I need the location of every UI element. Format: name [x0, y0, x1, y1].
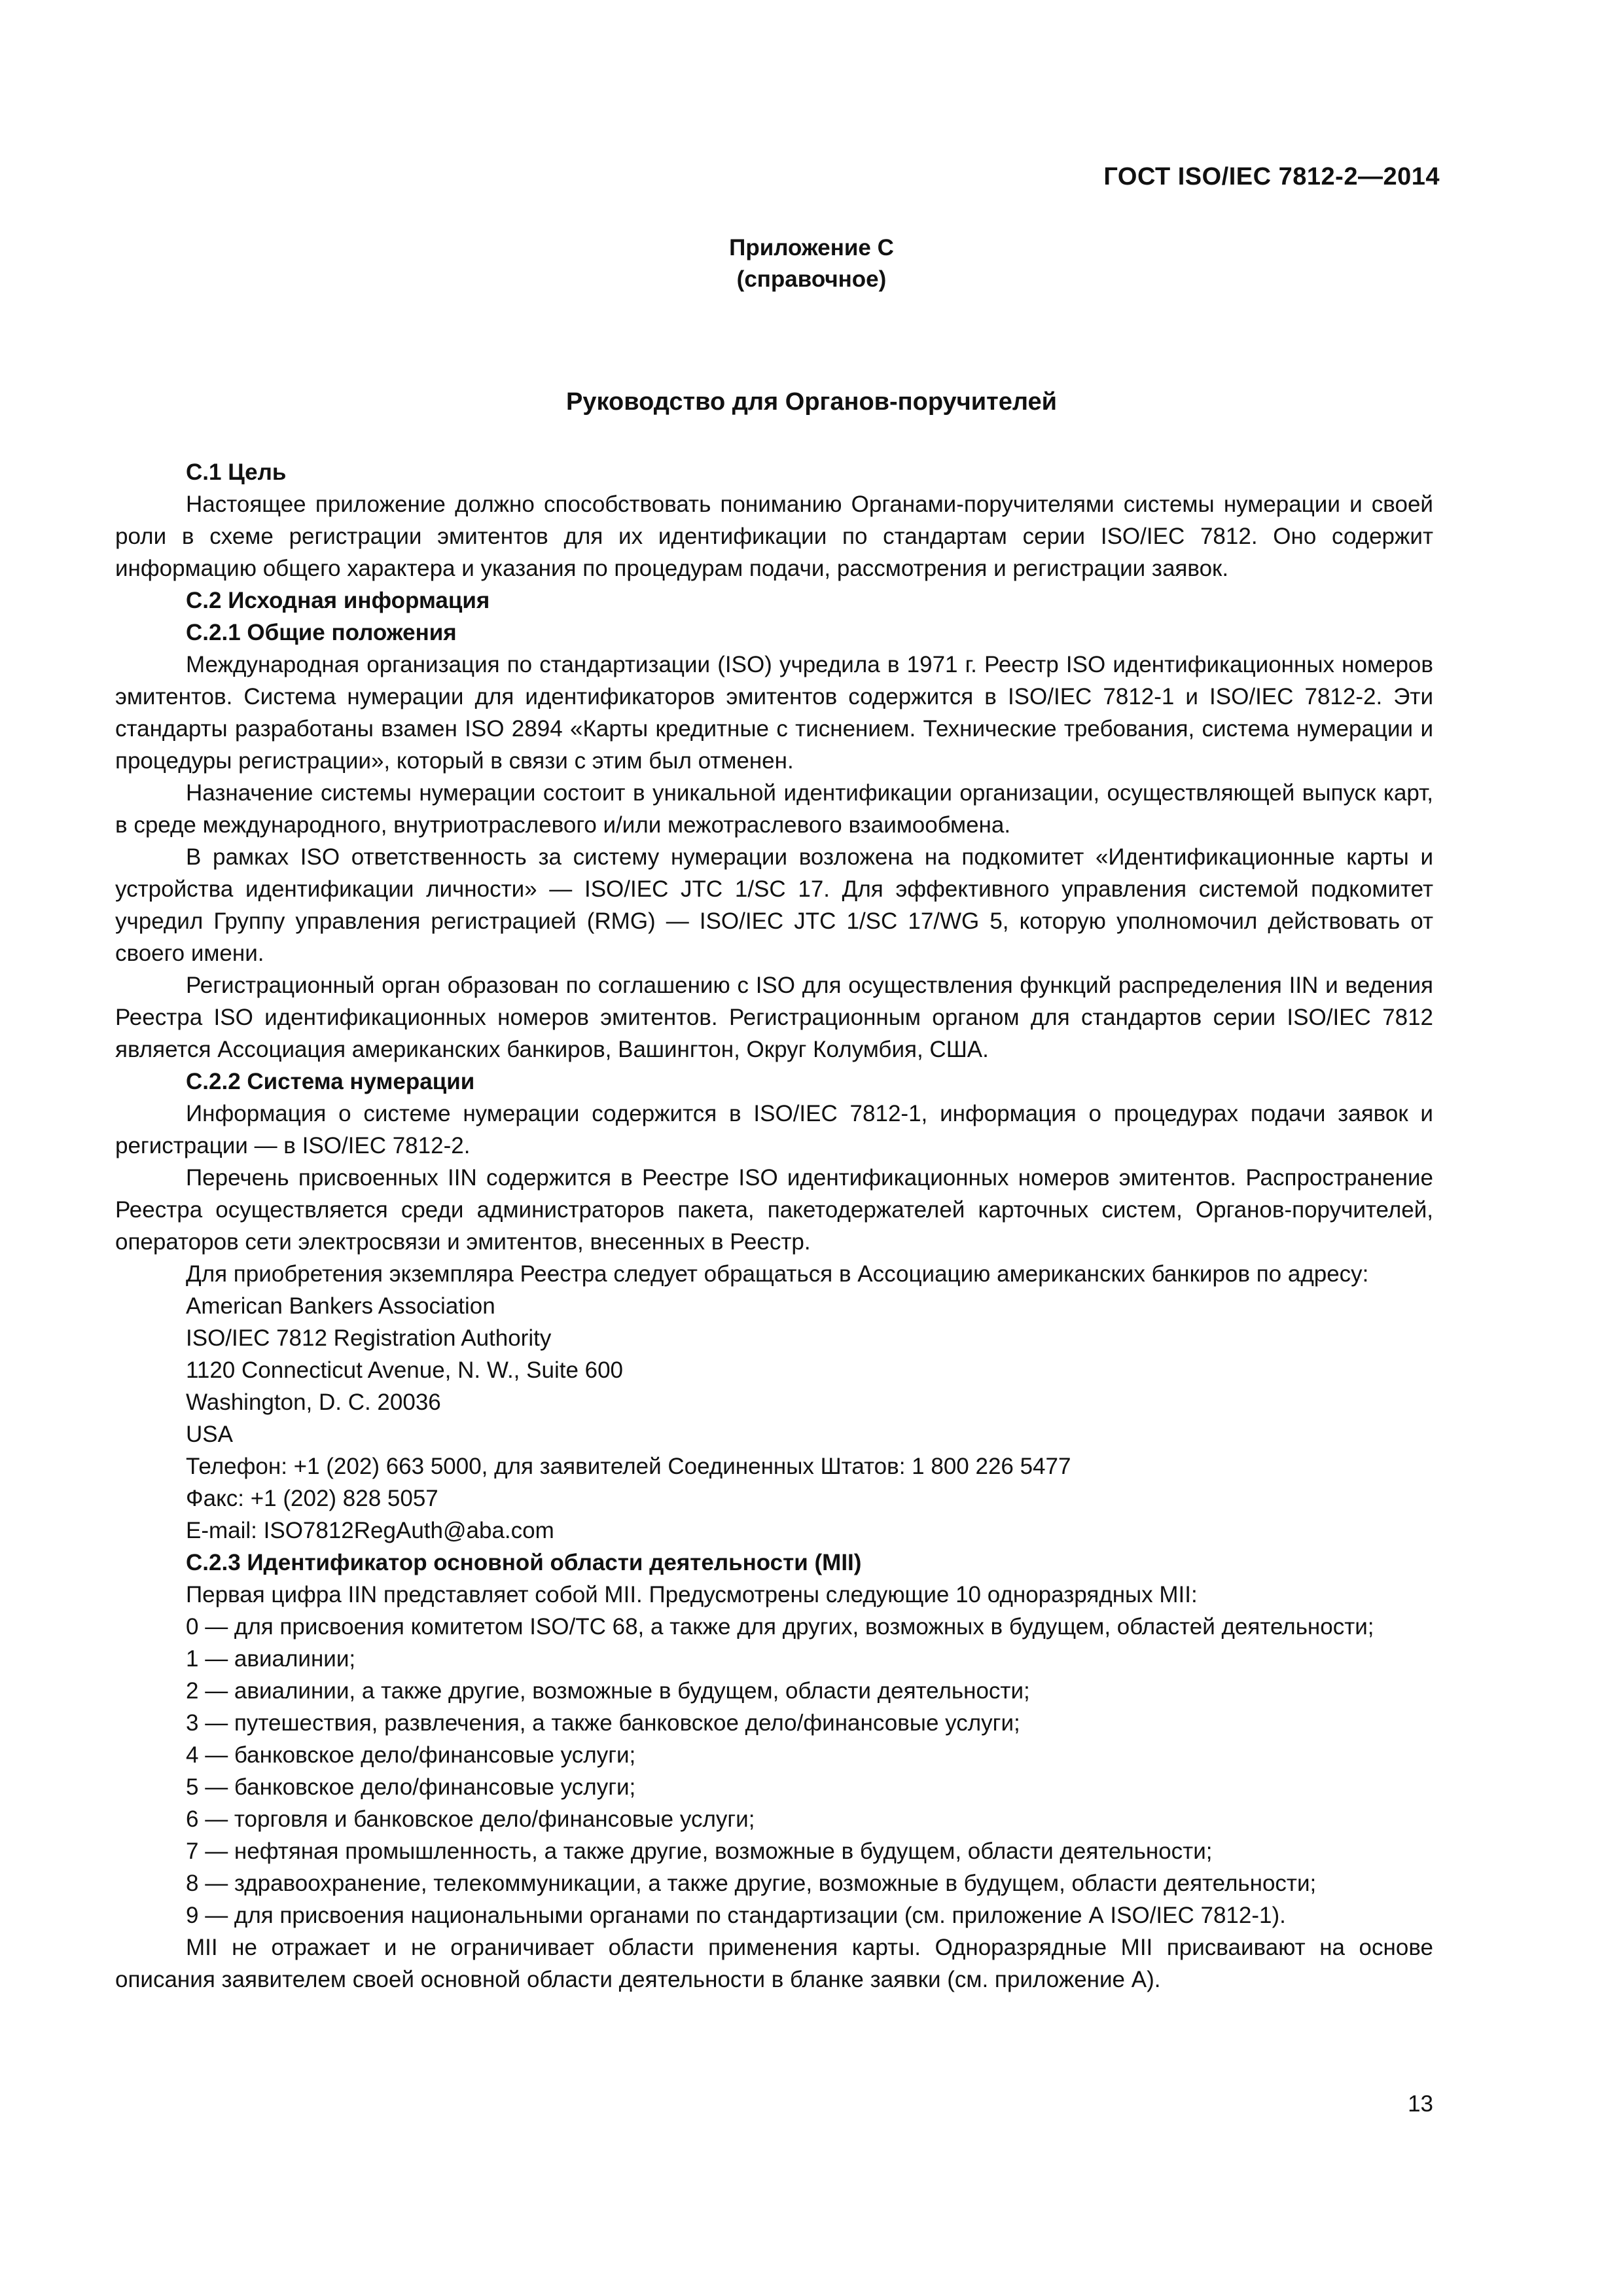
- paragraph: Перечень присвоенных IIN содержится в Реестре ISO идентификационных номеров эмитентов. Распространение Реестра осуществляется среди администраторов пакета, пакетодержателей карточных систем, Органов-поручителей, операторов сети электросвязи и эмитентов, внесенных в Реестр.: [115, 1165, 1433, 1255]
- address-line: 1120 Connecticut Avenue, N. W., Suite 600: [186, 1357, 624, 1383]
- section-heading-c23: С.2.3 Идентификатор основной области деятельности (MII): [186, 1550, 862, 1575]
- paragraph: Международная организация по стандартизации (ISO) учредила в 1971 г. Реестр ISO идентификационных номеров эмитентов. Система нумерации для идентификаторов эмитентов содержится в ISO/IEC 7812-1 и ISO/IEC 7812-2. Эти стандарты разработаны взамен ISO 2894 «Карты кредитные с тиснением. Технические требования, система нумерации и процедуры регистрации», который в связи с этим был отменен.: [115, 652, 1433, 774]
- paragraph: MII не отражает и не ограничивает области применения карты. Одноразрядные MII присваивают на основе описания заявителем своей основной области деятельности в бланке заявки (см. приложение А).: [115, 1935, 1433, 1992]
- address-block: [115, 1290, 1433, 1547]
- email-line: E-mail: ISO7812RegAuth@aba.com: [186, 1518, 554, 1543]
- annex-type: (справочное): [736, 266, 887, 292]
- list-item: 3 — путешествия, развлечения, а также банковское дело/финансовые услуги;: [186, 1710, 1020, 1736]
- document-body: [115, 456, 1433, 1996]
- mii-list: [115, 1611, 1433, 1931]
- paragraph: Информация о системе нумерации содержится в ISO/IEC 7812-1, информация о процедурах подачи заявок и регистрации — в ISO/IEC 7812-2.: [115, 1101, 1433, 1158]
- fax-line: Факс: +1 (202) 828 5057: [186, 1486, 438, 1511]
- list-item: 0 — для присвоения комитетом ISO/TC 68, а также для других, возможных в будущем, областей деятельности;: [186, 1614, 1374, 1640]
- paragraph: Первая цифра IIN представляет собой MII. Предусмотрены следующие 10 одноразрядных MII:: [186, 1582, 1198, 1607]
- address-line: Washington, D. C. 20036: [186, 1390, 441, 1415]
- list-item: 8 — здравоохранение, телекоммуникации, а также другие, возможные в будущем, области деятельности;: [186, 1871, 1317, 1896]
- section-heading-c21: С.2.1 Общие положения: [186, 620, 457, 645]
- list-item: 7 — нефтяная промышленность, а также другие, возможные в будущем, области деятельности;: [186, 1839, 1213, 1864]
- annex-heading: [115, 232, 1508, 295]
- paragraph: В рамках ISO ответственность за систему нумерации возложена на подкомитет «Идентификационные карты и устройства идентификации личности» — ISO/IEC JTC 1/SC 17. Для эффективного управления системой подкомитет учредил Группу управления регистрацией (RMG) — ISO/IEC JTC 1/SC 17/WG 5, которую уполномочил действовать от своего имени.: [115, 844, 1433, 966]
- list-item: 4 — банковское дело/финансовые услуги;: [186, 1742, 636, 1768]
- paragraph: Назначение системы нумерации состоит в уникальной идентификации организации, осуществляющей выпуск карт, в среде международного, внутриотраслевого и/или межотраслевого взаимообмена.: [115, 780, 1433, 838]
- document-code-header: ГОСТ ISO/IEC 7812-2—2014: [1103, 163, 1440, 190]
- list-item: 5 — банковское дело/финансовые услуги;: [186, 1774, 636, 1800]
- address-line: American Bankers Association: [186, 1293, 495, 1319]
- list-item: 1 — авиалинии;: [186, 1646, 356, 1672]
- list-item: 2 — авиалинии, а также другие, возможные в будущем, области деятельности;: [186, 1678, 1030, 1704]
- paragraph: Для приобретения экземпляра Реестра следует обращаться в Ассоциацию американских банкиров по адресу:: [186, 1261, 1369, 1287]
- phone-line: Телефон: +1 (202) 663 5000, для заявителей Соединенных Штатов: 1 800 226 5477: [186, 1454, 1071, 1479]
- address-line: USA: [186, 1422, 233, 1447]
- list-item: 9 — для присвоения национальными органами по стандартизации (см. приложение А ISO/IEC 7812-1).: [186, 1903, 1286, 1928]
- section-heading-c2: С.2 Исходная информация: [186, 588, 490, 613]
- section-heading-c1: С.1 Цель: [186, 459, 287, 485]
- annex-title: Руководство для Органов-поручителей: [566, 388, 1057, 416]
- annex-label: Приложение С: [729, 235, 894, 260]
- paragraph: Регистрационный орган образован по соглашению с ISO для осуществления функций распределения IIN и ведения Реестра ISO идентификационных номеров эмитентов. Регистрационным органом для стандартов серии ISO/IEC 7812 является Ассоциация американских банкиров, Вашингтон, Округ Колумбия, США.: [115, 973, 1433, 1062]
- paragraph: Настоящее приложение должно способствовать пониманию Органами-поручителями системы нумерации и своей роли в схеме регистрации эмитентов для их идентификации по стандартам серии ISO/IEC 7812. Оно содержит информацию общего характера и указания по процедурам подачи, рассмотрения и регистрации заявок.: [115, 492, 1433, 581]
- address-line: ISO/IEC 7812 Registration Authority: [186, 1325, 552, 1351]
- section-heading-c22: С.2.2 Система нумерации: [186, 1069, 475, 1094]
- page-number: 13: [1408, 2091, 1433, 2117]
- list-item: 6 — торговля и банковское дело/финансовые услуги;: [186, 1806, 755, 1832]
